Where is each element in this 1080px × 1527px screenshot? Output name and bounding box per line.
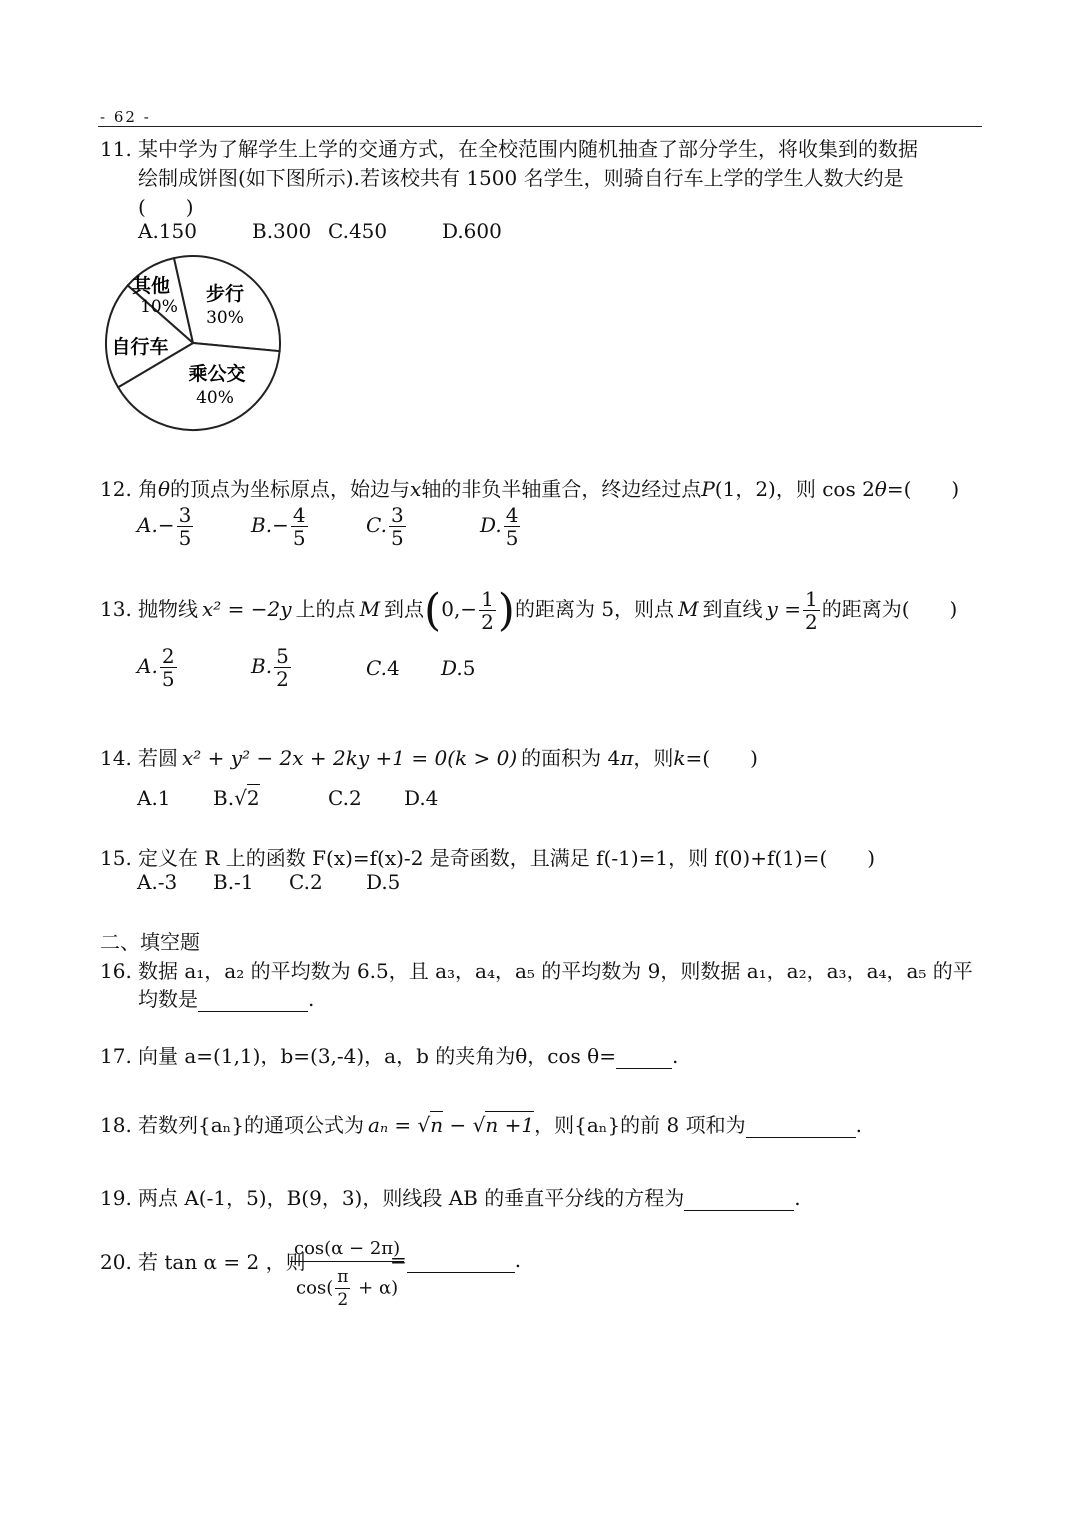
pie-label-bus: 乘公交 — [188, 363, 246, 385]
q19-text: 两点 A(-1，5)，B(9，3)，则线段 AB 的垂直平分线的方程为 — [138, 1186, 685, 1210]
q13-point-num: 1 — [481, 587, 494, 611]
q18-minus: − — [443, 1113, 473, 1137]
q12-d-letter: D. — [480, 513, 502, 537]
q18-number: 18. — [100, 1113, 132, 1137]
q12-number: 12. — [100, 477, 132, 501]
q17-end: . — [671, 1044, 679, 1068]
q14-stem — [100, 742, 758, 771]
q19-number: 19. — [100, 1186, 132, 1210]
sqrt-icon: √ — [234, 786, 247, 810]
q12-d-frac — [504, 504, 521, 549]
q12-b-num: 4 — [292, 503, 306, 527]
q20-frac-box — [290, 1238, 404, 1311]
q19-stem — [100, 1182, 801, 1211]
q16-text2: 均数是 — [138, 987, 198, 1011]
q20-end: . — [514, 1248, 522, 1272]
q20-eq: = — [390, 1248, 407, 1272]
q18-answer-blank[interactable] — [746, 1113, 856, 1138]
q13-text-a: 抛物线 — [138, 597, 198, 621]
q11-number: 11. — [100, 137, 132, 161]
q13-point-frac — [479, 588, 496, 633]
q13-line-frac — [803, 588, 820, 633]
q17-stem — [100, 1040, 678, 1069]
q13-stem — [100, 585, 957, 636]
q13-c-text: 4 — [386, 656, 400, 680]
q13-option-b[interactable] — [251, 645, 293, 690]
q12-c-den: 5 — [390, 526, 404, 550]
q13-d-text: 5 — [462, 656, 476, 680]
q13-c-letter: C. — [366, 656, 387, 680]
q18-end: . — [855, 1113, 862, 1137]
q20-fraction — [290, 1238, 404, 1311]
q13-lparen: ( — [424, 585, 442, 636]
q20-den-frac — [335, 1266, 350, 1311]
q15-option-c[interactable]: C.2 — [289, 870, 323, 894]
q20-den-b: + α) — [352, 1277, 399, 1299]
q13-option-d[interactable] — [441, 656, 475, 680]
q18-radicand-1: n — [430, 1113, 444, 1137]
q13-y-eq: y = — [766, 597, 801, 621]
q13-parabola: x² = −2y — [202, 597, 292, 621]
q13-option-c[interactable] — [366, 656, 400, 680]
q14-text-a: 若圆 — [138, 746, 178, 770]
sqrt-icon: √ — [472, 1113, 486, 1137]
q12-a-letter: A. — [137, 513, 158, 537]
pie-pct-walk: 30% — [206, 308, 244, 328]
q20-den-pi: π — [337, 1267, 349, 1287]
q13-b-num: 5 — [276, 644, 289, 668]
q15-option-a[interactable]: A.-3 — [137, 870, 178, 894]
q12-c-num: 3 — [390, 503, 404, 527]
q14-option-a[interactable]: A.1 — [137, 786, 171, 810]
q13-a-den: 5 — [161, 667, 175, 691]
q13-a-letter: A. — [137, 654, 158, 678]
q13-line-num: 1 — [804, 587, 818, 611]
q13-point-a: 0,− — [441, 597, 478, 621]
pie-label-bike: 自行车 — [111, 336, 169, 358]
q11-option-d[interactable]: D.600 — [442, 219, 502, 243]
q13-b-frac — [274, 645, 291, 690]
q13-point-den: 2 — [481, 610, 494, 634]
q12-d-den: 5 — [505, 526, 519, 550]
q13-a-frac — [160, 645, 177, 690]
q20-text-a: 若 tan α = 2 ，则 — [138, 1250, 306, 1274]
q14-b-radicand: 2 — [246, 786, 260, 810]
q12-text-b: 的顶点为坐标原点，始边与 — [170, 477, 411, 501]
q12-b-letter: B. — [251, 513, 273, 537]
q12-point-coords: (1，2)，则 cos 2 — [714, 477, 875, 501]
q20-tail — [390, 1248, 521, 1273]
q14-equation: x² + y² − 2x + 2ky +1 = 0(k > 0) — [182, 746, 518, 770]
q20-den-2: 2 — [337, 1290, 349, 1310]
q12-a-num: 3 — [178, 503, 192, 527]
q18-stem — [100, 1109, 862, 1138]
q13-text-d: 的距离为 5，则点 — [514, 597, 675, 621]
q12-a-den: 5 — [178, 526, 192, 550]
q20-den-a: cos( — [296, 1277, 334, 1299]
q11-paren: ( ) — [138, 195, 194, 219]
q20-numerator: cos(α − 2π) — [290, 1238, 404, 1262]
q12-b-den: 5 — [292, 526, 306, 550]
q13-a-num: 2 — [161, 644, 175, 668]
q17-text: 向量 a=(1,1)，b=(3,-4)，a，b 的夹角为θ，cos θ= — [138, 1044, 616, 1068]
pie-chart — [96, 254, 290, 432]
pie-pct-bus: 40% — [196, 388, 234, 408]
q16-text1: 数据 a₁，a₂ 的平均数为 6.5，且 a₃，a₄，a₅ 的平均数为 9，则数据 a₁，a₂，a₃，a₄，a₅ 的平 — [138, 959, 973, 983]
q12-theta2: θ — [874, 477, 887, 501]
q13-option-a[interactable] — [137, 645, 179, 690]
q14-text-d: =( ) — [685, 746, 758, 770]
q16-end: . — [308, 987, 315, 1011]
q14-k: k — [673, 746, 686, 770]
q13-text-e: 到直线 — [702, 597, 763, 621]
q11-option-c[interactable]: C.450 — [328, 219, 388, 243]
q20-stem — [100, 1246, 306, 1275]
sqrt-icon: √ — [417, 1113, 431, 1137]
q13-rparen: ) — [497, 585, 515, 636]
q15-option-b[interactable]: B.-1 — [213, 870, 254, 894]
q13-text-b: 上的点 — [295, 597, 356, 621]
q11-option-b[interactable]: B.300 — [252, 219, 312, 243]
q15-number: 15. — [100, 846, 132, 870]
q11-line1 — [100, 133, 918, 162]
q13-m2: M — [678, 597, 699, 621]
q14-number: 14. — [100, 746, 132, 770]
q16-line2 — [138, 983, 314, 1012]
q13-number: 13. — [100, 597, 132, 621]
q18-an: aₙ = — [368, 1113, 418, 1137]
q12-b-frac — [291, 504, 308, 549]
q20-number: 20. — [100, 1250, 132, 1274]
q13-b-letter: B. — [251, 654, 273, 678]
q18-radicand-2: n +1 — [485, 1113, 535, 1137]
q12-c-frac — [389, 504, 406, 549]
pie-label-walk: 步行 — [205, 283, 245, 305]
q12-option-b[interactable] — [251, 504, 310, 549]
q12-option-d[interactable] — [480, 504, 522, 549]
q14-text-b: 的面积为 4 — [521, 746, 621, 770]
q13-b-den: 2 — [276, 667, 289, 691]
q15-text: 定义在 R 上的函数 F(x)=f(x)-2 是奇函数，且满足 f(-1)=1，则 f(0)+f(1)=( ) — [138, 846, 876, 870]
q13-text-f: 的距离为( ) — [821, 597, 958, 621]
q20-answer-blank[interactable] — [407, 1248, 515, 1273]
pie-label-other: 其他 — [131, 275, 171, 297]
q12-c-letter: C. — [366, 513, 387, 537]
q14-text-c: ，则 — [633, 746, 674, 770]
q12-x: x — [410, 477, 422, 501]
q16-answer-blank[interactable] — [198, 987, 308, 1012]
q14-b-letter: B. — [213, 786, 235, 810]
q17-answer-blank[interactable] — [616, 1044, 672, 1069]
q20-denominator — [290, 1262, 404, 1311]
q13-line-den: 2 — [804, 610, 818, 634]
section-title: 二、填空题 — [100, 930, 200, 954]
q12-text-a: 角 — [138, 477, 158, 501]
q12-stem — [100, 473, 959, 502]
pie-pct-other: 10% — [140, 297, 178, 317]
q12-text-c: 轴的非负半轴重合，终边经过点 — [421, 477, 702, 501]
q12-a-sign: − — [157, 513, 175, 537]
q17-number: 17. — [100, 1044, 132, 1068]
q12-option-c[interactable] — [366, 504, 408, 549]
q15-stem — [100, 842, 875, 871]
q16-line1 — [100, 955, 973, 984]
q12-point-p: P — [701, 477, 715, 501]
q11-line2: 绘制成饼图(如下图所示).若该校共有 1500 名学生，则骑自行车上学的学生人数大约是 — [138, 166, 904, 190]
q14-option-b[interactable] — [213, 786, 260, 810]
q16-number: 16. — [100, 959, 132, 983]
q12-a-frac — [177, 504, 194, 549]
q13-text-c: 到点 — [384, 597, 425, 621]
q13-m: M — [359, 597, 381, 621]
q12-option-a[interactable] — [137, 504, 195, 549]
q18-text-b: ，则{aₙ}的前 8 项和为 — [534, 1113, 746, 1137]
q18-text-a: 若数列{aₙ}的通项公式为 — [138, 1113, 365, 1137]
q11-text1: 某中学为了解学生上学的交通方式，在全校范围内随机抽查了部分学生，将收集到的数据 — [138, 137, 918, 161]
q12-d-num: 4 — [505, 503, 519, 527]
q15-option-d[interactable]: D.5 — [366, 870, 401, 894]
page-number: - 62 - — [100, 108, 151, 126]
q19-end: . — [794, 1186, 801, 1210]
q12-b-sign: − — [272, 513, 289, 537]
q14-pi: π — [620, 746, 634, 770]
q14-option-c[interactable]: C.2 — [328, 786, 362, 810]
q13-d-letter: D. — [441, 656, 463, 680]
q19-answer-blank[interactable] — [684, 1186, 794, 1211]
q12-theta: θ — [158, 477, 171, 501]
q12-eq: =( ) — [886, 477, 960, 501]
q11-option-a[interactable]: A.150 — [138, 219, 197, 243]
header-rule — [98, 126, 982, 127]
q14-option-d[interactable]: D.4 — [404, 786, 439, 810]
